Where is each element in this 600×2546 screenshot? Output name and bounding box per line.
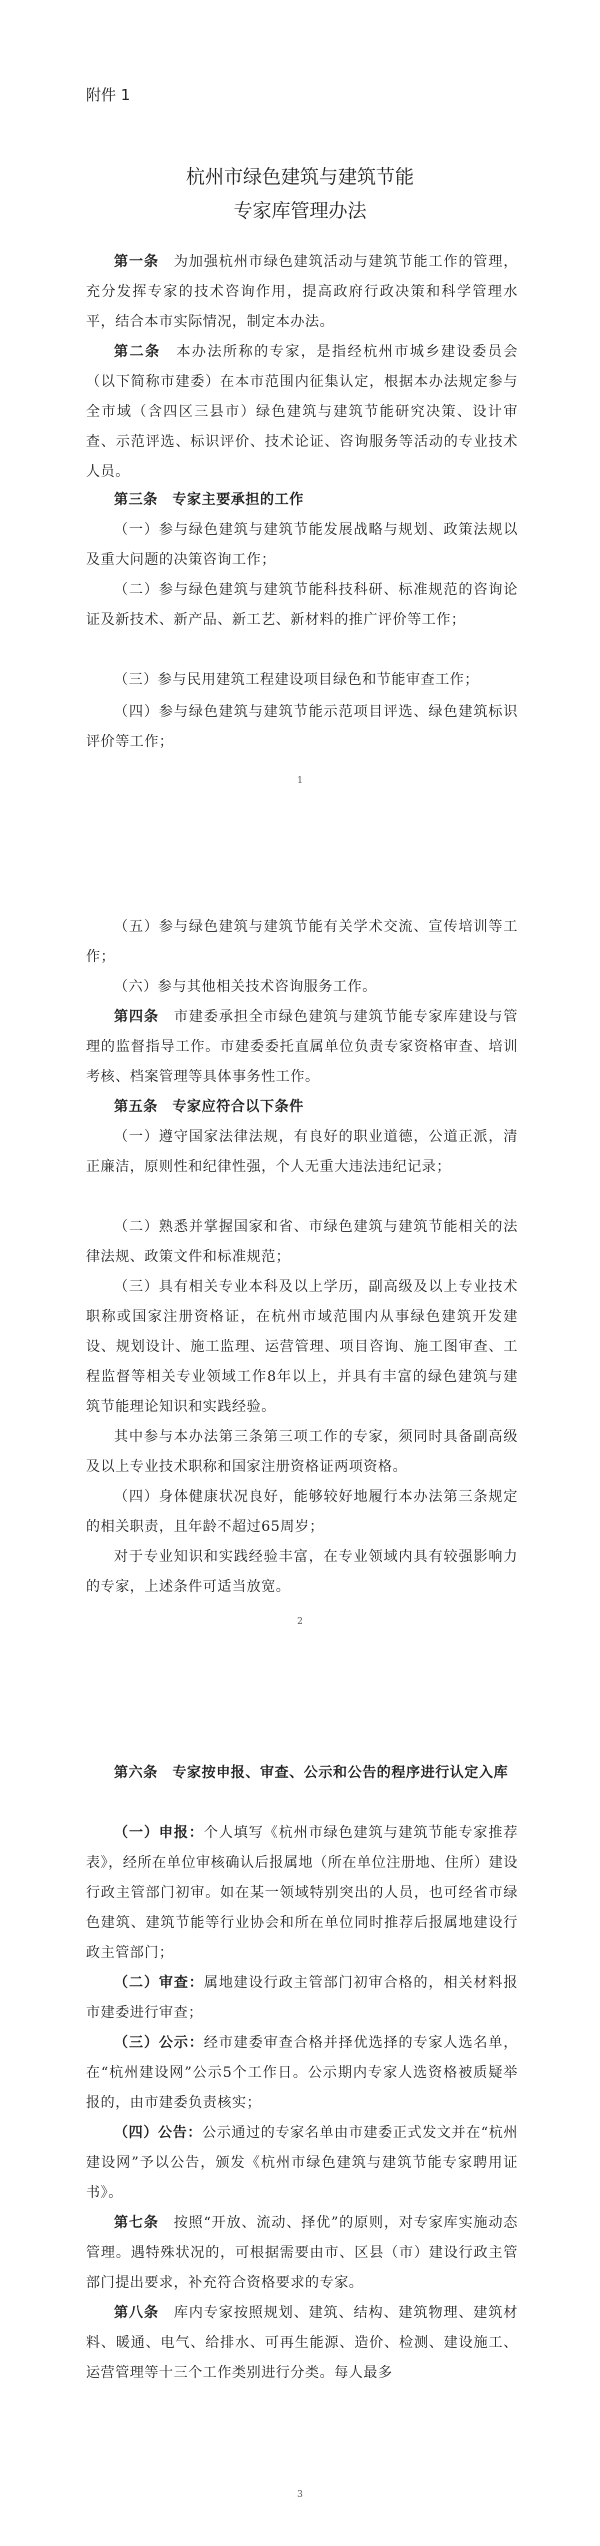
- article-4: [86, 1002, 518, 1092]
- article-5-relaxation: 对于专业知识和实践经验丰富，在专业领域内具有较强影响力的专家，上述条件可适当放宽。: [86, 1549, 518, 1595]
- article-3-item-1: （一）参与绿色建筑与建筑节能发展战略与规划、政策法规以及重大问题的决策咨询工作；: [86, 522, 518, 568]
- article-3-item-4: （四）参与绿色建筑与建筑节能示范项目评选、绿色建筑标识评价等工作；: [86, 704, 518, 750]
- article-3-item-5: （五）参与绿色建筑与建筑节能有关学术交流、宣传培训等工作；: [86, 919, 518, 965]
- page-number-3: 3: [297, 2490, 303, 2500]
- article-5-item-1: （一）遵守国家法律法规，有良好的职业道德，公道正派，清正廉洁，原则性和纪律性强，个人无重大违法违纪记录；: [86, 1129, 518, 1175]
- article-3-item-3: （三）参与民用建筑工程建设项目绿色和节能审查工作；: [114, 672, 479, 688]
- article-6-item-3-text: 经市建委审查合格并择优选择的专家人选名单，在“杭州建设网”公示5个工作日。公示期内专家人选资格被质疑举报的，由市建委负责核实；: [86, 2035, 518, 2111]
- document-title-line1: 杭州市绿色建筑与建筑节能: [185, 166, 414, 188]
- attachment-label: 附件 1: [86, 86, 131, 104]
- article-4-text: 市建委承担全市绿色建筑与建筑节能专家库建设与管理的监督指导工作。市建委委托直属单位负责专家资格审查、培训考核、档案管理等具体事务性工作。: [86, 1009, 518, 1085]
- page-number-2: 2: [297, 1617, 303, 1627]
- article-6-item-4: [86, 2118, 518, 2208]
- article-5-item-3: （三）具有相关专业本科及以上学历，副高级及以上专业技术职称或国家注册资格证，在杭州市域范围内从事绿色建筑开发建设、规划设计、施工监理、运营管理、项目咨询、施工图审查、工程监督等相关专业领域工作8年以上，并具有丰富的绿色建筑与建筑节能理论知识和实践经验。: [86, 1279, 518, 1415]
- article-6-item-2-text: 属地建设行政主管部门初审合格的，相关材料报市建委进行审查；: [86, 1975, 518, 2021]
- article-6-heading: 第六条 专家按申报、审查、公示和公告的程序进行认定入库: [114, 1765, 509, 1781]
- article-7-label: 第七条: [114, 2215, 159, 2231]
- article-1-label: 第一条: [114, 254, 159, 270]
- article-6-item-2-label: （二）审查：: [114, 1975, 204, 1991]
- article-1-text: 为加强杭州市绿色建筑活动与建筑节能工作的管理，充分发挥专家的技术咨询作用，提高政府行政决策和科学管理水平，结合本市实际情况，制定本办法。: [86, 254, 518, 330]
- article-6-item-3-label: （三）公示：: [114, 2035, 204, 2051]
- article-5-item-3-note: 其中参与本办法第三条第三项工作的专家，须同时具备副高级及以上专业技术职称和国家注册资格证两项资格。: [86, 1429, 518, 1475]
- article-2-label: 第二条: [114, 344, 161, 360]
- article-3-item-6: （六）参与其他相关技术咨询服务工作。: [114, 979, 377, 995]
- article-2: [86, 337, 518, 487]
- article-5-item-4: （四）身体健康状况良好，能够较好地履行本办法第三条规定的相关职责，且年龄不超过65周岁；: [86, 1489, 518, 1535]
- article-5-item-2: （二）熟悉并掌握国家和省、市绿色建筑与建筑节能相关的法律法规、政策文件和标准规范；: [86, 1219, 518, 1265]
- article-6-item-1: [86, 1818, 518, 1968]
- article-6-item-4-label: （四）公告：: [114, 2125, 203, 2141]
- article-2-text: 本办法所称的专家，是指经杭州市城乡建设委员会（以下简称市建委）在本市范围内征集认定，根据本办法规定参与全市域（含四区三县市）绿色建筑与建筑节能研究决策、设计审查、示范评选、标识评价、技术论证、咨询服务等活动的专业技术人员。: [86, 344, 518, 480]
- article-6-item-1-text: 个人填写《杭州市绿色建筑与建筑节能专家推荐表》，经所在单位审核确认后报属地（所在单位注册地、住所）建设行政主管部门初审。如在某一领域特别突出的人员，也可经省市绿色建筑、建筑节能等行业协会和所在单位同时推荐后报属地建设行政主管部门；: [86, 1825, 518, 1961]
- article-8: [86, 2298, 518, 2388]
- article-4-label: 第四条: [114, 1009, 159, 1025]
- article-6-item-1-label: （一）申报：: [114, 1825, 204, 1841]
- article-8-label: 第八条: [114, 2305, 159, 2321]
- article-3-item-2: （二）参与绿色建筑与建筑节能科技科研、标准规范的咨询论证及新技术、新产品、新工艺、新材料的推广评价等工作；: [86, 582, 518, 628]
- article-7-text: 按照“开放、流动、择优”的原则，对专家库实施动态管理。遇特殊状况的，可根据需要由市、区县（市）建设行政主管部门提出要求，补充符合资格要求的专家。: [86, 2215, 518, 2291]
- article-8-text: 库内专家按照规划、建筑、结构、建筑物理、建筑材料、暖通、电气、给排水、可再生能源、造价、检测、建设施工、运营管理等十三个工作类别进行分类。每人最多: [86, 2305, 518, 2381]
- article-5-heading: 第五条 专家应符合以下条件: [114, 1099, 304, 1115]
- page-number-1: 1: [297, 776, 303, 786]
- article-7: [86, 2208, 518, 2298]
- document-title-line2: 专家库管理办法: [233, 200, 367, 222]
- article-6-item-4-text: 公示通过的专家名单由市建委正式发文并在“杭州建设网”予以公告，颁发《杭州市绿色建筑与建筑节能专家聘用证书》。: [86, 2125, 518, 2201]
- article-1: [86, 247, 518, 337]
- article-3-heading: 第三条 专家主要承担的工作: [114, 492, 304, 508]
- article-6-item-2: [86, 1968, 518, 2028]
- article-6-item-3: [86, 2028, 518, 2118]
